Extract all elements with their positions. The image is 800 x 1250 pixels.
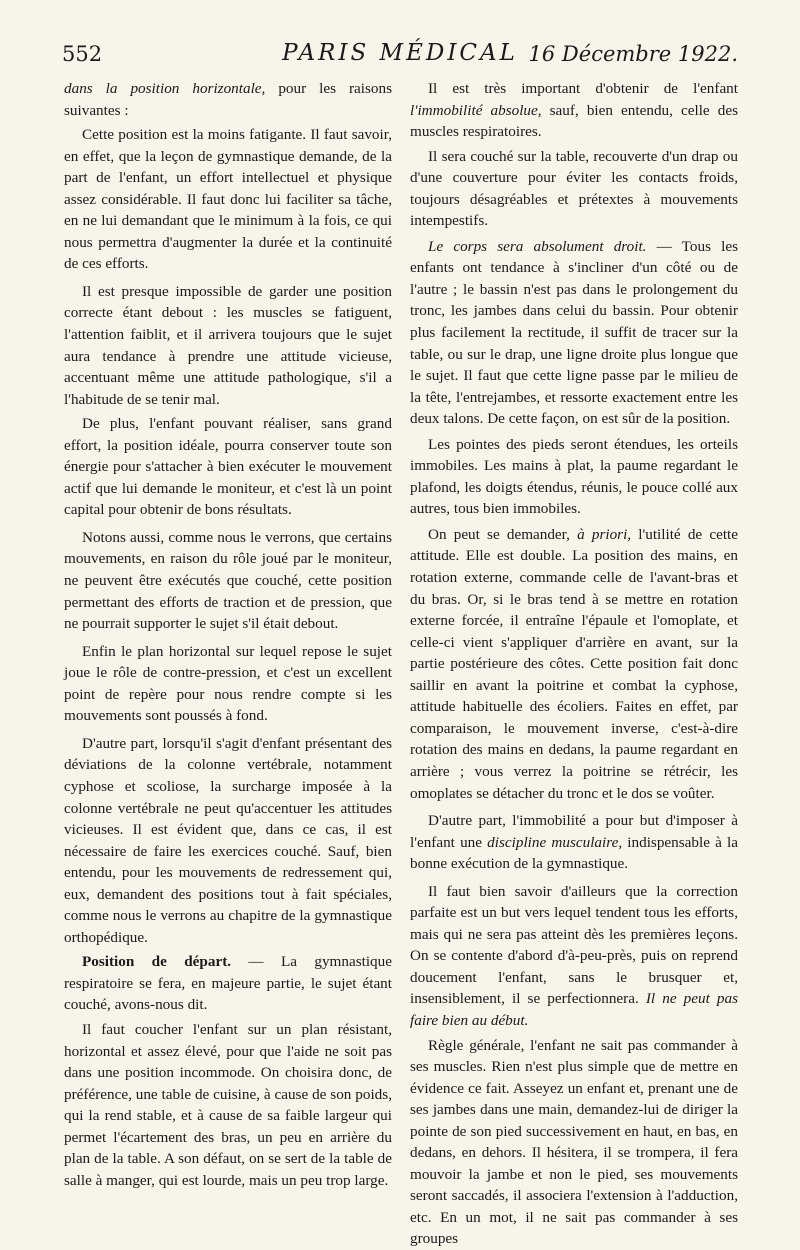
italic-phrase: à priori,: [577, 525, 632, 543]
italic-phrase: discipline musculaire,: [487, 833, 623, 851]
paragraph: D'autre part, lorsqu'il s'agit d'enfant présentant des déviations de la colonne vertébrale, notamment cyphose et scoliose, la surcharge imposée à la colonne vertébrale ne peut qu'accentuer les attitudes vicieuses. Il est évident que, dans ce cas, il est nécessaire de faire les exercices couché. Sauf, bien entendu, pour les mouvements de redressement qui, eux, demandent des positions tout à fait spéciales, comme nous le verrons au chapitre de la gymnastique orthopédique.: [64, 734, 392, 946]
paragraph: Il sera couché sur la table, recouverte d'un drap ou d'une couverture pour éviter les contacts froids, toujours désagréables et prétextes à mouvements intempestifs.: [410, 147, 738, 230]
issue-date: 16 Décembre 1922.: [528, 42, 738, 66]
journal-title: PARIS MÉDICAL: [282, 40, 518, 66]
italic-phrase: Il ne peut pas faire bien au début.: [410, 990, 738, 1029]
section-heading: Position de départ.: [82, 953, 232, 971]
italic-phrase: l'immobilité absolue,: [410, 101, 542, 119]
paragraph: Les pointes des pieds seront étendues, les orteils immobiles. Les mains à plat, la paume regardant le plafond, les doigts étendus, réunis, le pouce collé aux autres, tous bien immobiles.: [410, 435, 738, 518]
paragraph-text: D'autre part, l'immobilité a pour but d'imposer à l'enfant une: [410, 812, 738, 851]
paragraph: [410, 236, 738, 430]
paragraph: [410, 881, 738, 1032]
paragraph: Règle générale, l'enfant ne sait pas commander à ses muscles. Rien n'est plus simple que de mettre en évidence ce fait. Asseyez un enfant et, prenant une de ses jambes dans une main, demandez-lui de diriger la pointe de son pied successivement en haut, en bas, en dedans, en dehors. Il hésitera, il se trompera, il fera mouvoir la jambe et non le pied, ses mouvements seront saccadés, il associera l'extension à l'adduction, etc. En un mot, il ne sait pas commander à ses groupes: [410, 1036, 738, 1248]
running-header: [62, 38, 738, 72]
paragraph: [410, 810, 738, 875]
paragraph: Il est presque impossible de garder une position correcte étant debout : les muscles se fatiguent, l'attention faiblit, et il arrivera toujours que le sujet aura tendance à prendre une attitude vicieuse, accentuant même une attitude pathologique, s'il a l'habitude de se tenir mal.: [64, 282, 392, 408]
paragraph: [410, 524, 738, 804]
paragraph-text: — La gymnastique respiratoire se fera, en majeure partie, le sujet étant couché, avons-nous dit.: [64, 953, 392, 1014]
paragraph: Enfin le plan horizontal sur lequel repose le sujet joue le rôle de contre-pression, et c'est un excellent point de repère pour nous rendre compte si les mouvements sont poussés à fond.: [64, 642, 392, 725]
paragraph-text: sauf, bien entendu, celle des muscles respiratoires.: [410, 101, 738, 141]
paragraph-text: pour les raisons suivantes :: [64, 80, 392, 119]
paragraph-text: l'utilité de cette attitude. Elle est double. La position des mains, en rotation externe, commande celle de l'avant-bras et du bras. Or, si le bras tend à se mettre en rotation externe forcée, il entraîne l'épaule et l'omoplate, et celle-ci vient s'appliquer d'arrière en avant, sur la partie postérieure des côtes. Cette position fait donc saillir en avant la poitrine et combat la cyphose, attitude habituelle des écoliers. Faites en effet, par comparaison, le mouvement inverse, c'est-à-dire rotation des mains en dedans, la paume regardant en arrière ; vous verrez la poitrine se rétrécir, les omoplates se détacher du tronc et le dos se voûter.: [410, 525, 738, 802]
paragraph-text: — Tous les enfants ont tendance à s'incliner d'un côté ou de l'autre ; le bassin n'est pas dans le prolongement du tronc, les jambes dans celui du bassin. Pour obtenir plus facilement la rectitude, il suffit de tracer sur la table, ou sur le drap, une ligne droite plus longue que le sujet. Il faut que cette ligne passe par le milieu de la tête, l'entrejambes, et ressorte exactement entre les deux talons. De cette façon, on est sûr de la position.: [410, 237, 738, 428]
italic-phrase: dans la position horizontale,: [64, 80, 266, 97]
page-number: 552: [62, 42, 103, 66]
italic-phrase: Le corps sera absolument droit.: [428, 237, 647, 255]
paragraph: [64, 78, 392, 121]
paragraph-text: On peut se demander,: [428, 525, 578, 543]
paragraph-text: Il faut bien savoir d'ailleurs que la correction parfaite est un but vers lequel tendent tous les efforts, mais qui ne sera pas atteint dès les premières leçons. On se contente d'abord d'à-peu-près, puis on reprend doucement l'enfant, sans le brusquer et, insensiblement, il se perfectionnera.: [410, 882, 738, 1008]
paragraph: Il faut coucher l'enfant sur un plan résistant, horizontal et assez élevé, pour que l'aide ne soit pas dans une position incommode. On choisira donc, de préférence, une table de cuisine, à cause de son poids, qui la rend stable, et à cause de sa faible largeur qui permet l'écartement des bras, un peu en arrière du plan de la table. A son défaut, on se sert de la table de salle à manger, qui est lourde, mais un peu trop large.: [64, 1020, 392, 1189]
paragraph: [410, 78, 738, 143]
right-column: [410, 78, 738, 1250]
paragraph-text: indispensable à la bonne exécution de la gymnastique.: [410, 833, 738, 873]
paragraph: Notons aussi, comme nous le verrons, que certains mouvements, en raison du rôle joué par le moniteur, ne peuvent être exécutés que couché, cette position permettant des efforts de traction et de pression, que ne pourrait supporter le sujet s'il était debout.: [64, 528, 392, 633]
paragraph: De plus, l'enfant pouvant réaliser, sans grand effort, la position idéale, pourra conserver toute son énergie pour s'attacher à bien exécuter le mouvement actif que lui demande le moniteur, et c'est là un point capital pour obtenir de bons résultats.: [64, 415, 392, 519]
paragraph-text: Il est très important d'obtenir de l'enfant: [428, 80, 738, 97]
section-paragraph: [64, 951, 392, 1016]
paragraph: Cette position est la moins fatigante. Il faut savoir, en effet, que la leçon de gymnastique demande, de la part de l'enfant, un effort intellectuel et physique assez considérable. Il faut donc lui faciliter sa tâche, en ne lui demandant que le minimum à la fois, ce qui nous permettra d'augmenter la durée et la continuité de ces efforts.: [64, 126, 392, 273]
left-column: [64, 78, 392, 1191]
